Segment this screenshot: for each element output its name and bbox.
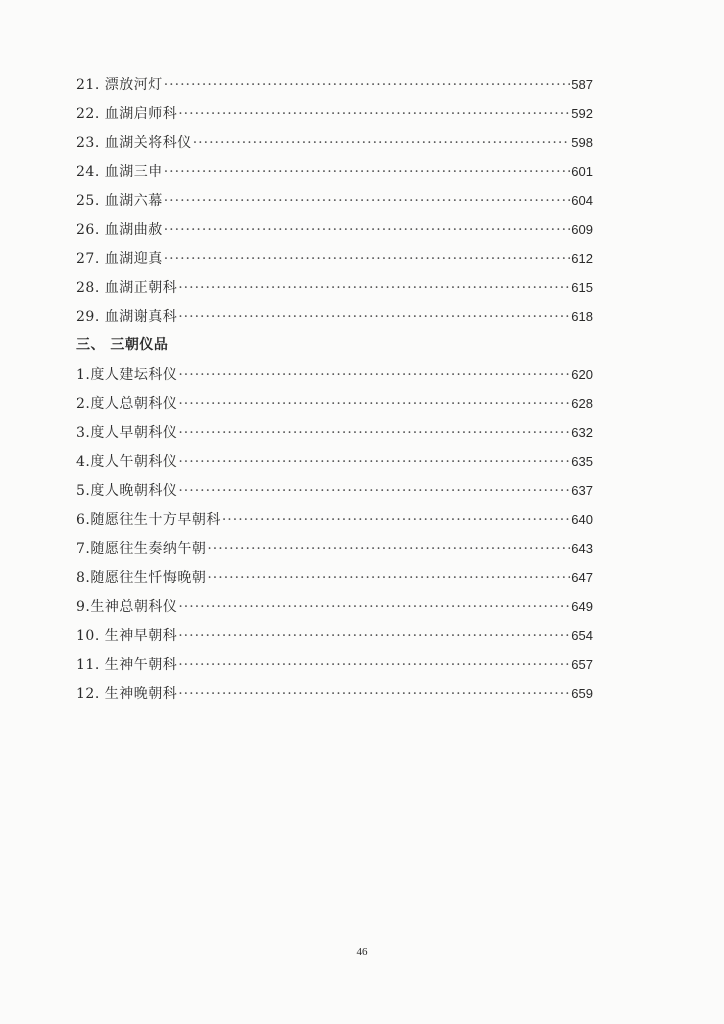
toc-entry-title: 26. 血湖曲赦 [76, 222, 163, 238]
dot-leader [178, 593, 570, 622]
toc-entry-page: 643 [571, 541, 593, 556]
toc-entry-page: 654 [571, 628, 593, 643]
toc-entry-page: 598 [571, 135, 593, 150]
toc-entry [76, 360, 593, 389]
toc-group-sanchao [76, 360, 593, 708]
toc-entry-title: 12. 生神晚朝科 [76, 686, 178, 702]
toc-entry-page: 640 [571, 512, 593, 527]
toc-entry [76, 679, 593, 708]
table-of-contents [76, 70, 593, 708]
toc-entry-title: 1.度人建坛科仪 [76, 367, 178, 383]
toc-entry [76, 244, 593, 273]
toc-entry-title: 5.度人晚朝科仪 [76, 483, 178, 499]
dot-leader [178, 477, 570, 506]
toc-entry [76, 418, 593, 447]
toc-entry-page: 635 [571, 454, 593, 469]
toc-entry-title: 29. 血湖谢真科 [76, 309, 178, 325]
toc-entry-title: 7.随愿往生奏纳午朝 [76, 541, 207, 557]
toc-entry-title: 25. 血湖六幕 [76, 193, 163, 209]
dot-leader [178, 651, 570, 680]
dot-leader [164, 71, 571, 100]
toc-entry-title: 9.生神总朝科仪 [76, 599, 178, 615]
dot-leader [178, 361, 570, 390]
toc-entry-page: 632 [571, 425, 593, 440]
toc-entry [76, 99, 593, 128]
toc-entry-page: 649 [571, 599, 593, 614]
toc-entry [76, 70, 593, 99]
toc-entry [76, 215, 593, 244]
toc-entry [76, 273, 593, 302]
toc-entry [76, 447, 593, 476]
toc-entry [76, 563, 593, 592]
dot-leader [178, 680, 570, 709]
toc-entry-title: 23. 血湖关将科仪 [76, 135, 192, 151]
toc-entry [76, 302, 593, 331]
page-number: 46 [356, 946, 368, 958]
toc-entry-page: 592 [571, 106, 593, 121]
toc-entry [76, 592, 593, 621]
toc-entry-title: 22. 血湖启师科 [76, 106, 178, 122]
dot-leader [178, 448, 570, 477]
toc-entry [76, 534, 593, 563]
toc-entry-page: 615 [571, 280, 593, 295]
toc-entry-page: 612 [571, 251, 593, 266]
toc-group-xuehu [76, 70, 593, 331]
toc-entry-title: 6.随愿往生十方早朝科 [76, 512, 221, 528]
dot-leader [207, 564, 570, 593]
toc-entry-page: 620 [571, 367, 593, 382]
toc-entry-page: 659 [571, 686, 593, 701]
toc-entry [76, 389, 593, 418]
toc-entry-title: 27. 血湖迎真 [76, 251, 163, 267]
toc-entry [76, 621, 593, 650]
toc-entry-title: 28. 血湖正朝科 [76, 280, 178, 296]
dot-leader [178, 303, 570, 332]
dot-leader [164, 216, 571, 245]
toc-entry-title: 3.度人早朝科仪 [76, 425, 178, 441]
toc-entry-title: 10. 生神早朝科 [76, 628, 178, 644]
dot-leader [178, 622, 570, 651]
toc-entry-title: 21. 漂放河灯 [76, 77, 163, 93]
dot-leader [178, 419, 570, 448]
toc-entry [76, 157, 593, 186]
toc-entry-title: 24. 血湖三申 [76, 164, 163, 180]
toc-entry-page: 647 [571, 570, 593, 585]
toc-entry-page: 618 [571, 309, 593, 324]
toc-entry [76, 186, 593, 215]
dot-leader [222, 506, 570, 535]
dot-leader [178, 274, 570, 303]
dot-leader [164, 158, 571, 187]
toc-entry-page: 601 [571, 164, 593, 179]
dot-leader [164, 187, 571, 216]
dot-leader [207, 535, 570, 564]
section-heading: 三、 三朝仪品 [76, 337, 169, 353]
toc-entry-page: 604 [571, 193, 593, 208]
toc-entry-page: 587 [571, 77, 593, 92]
toc-entry-title: 4.度人午朝科仪 [76, 454, 178, 470]
dot-leader [164, 245, 571, 274]
dot-leader [193, 129, 571, 158]
toc-entry-page: 657 [571, 657, 593, 672]
toc-entry-title: 11. 生神午朝科 [76, 657, 178, 673]
toc-entry-title: 8.随愿往生忏悔晚朝 [76, 570, 207, 586]
dot-leader [178, 390, 570, 419]
toc-entry [76, 476, 593, 505]
toc-entry [76, 505, 593, 534]
toc-entry [76, 128, 593, 157]
dot-leader [178, 100, 570, 129]
toc-entry-title: 2.度人总朝科仪 [76, 396, 178, 412]
toc-entry [76, 650, 593, 679]
toc-entry-page: 609 [571, 222, 593, 237]
toc-entry-page: 637 [571, 483, 593, 498]
toc-entry-page: 628 [571, 396, 593, 411]
